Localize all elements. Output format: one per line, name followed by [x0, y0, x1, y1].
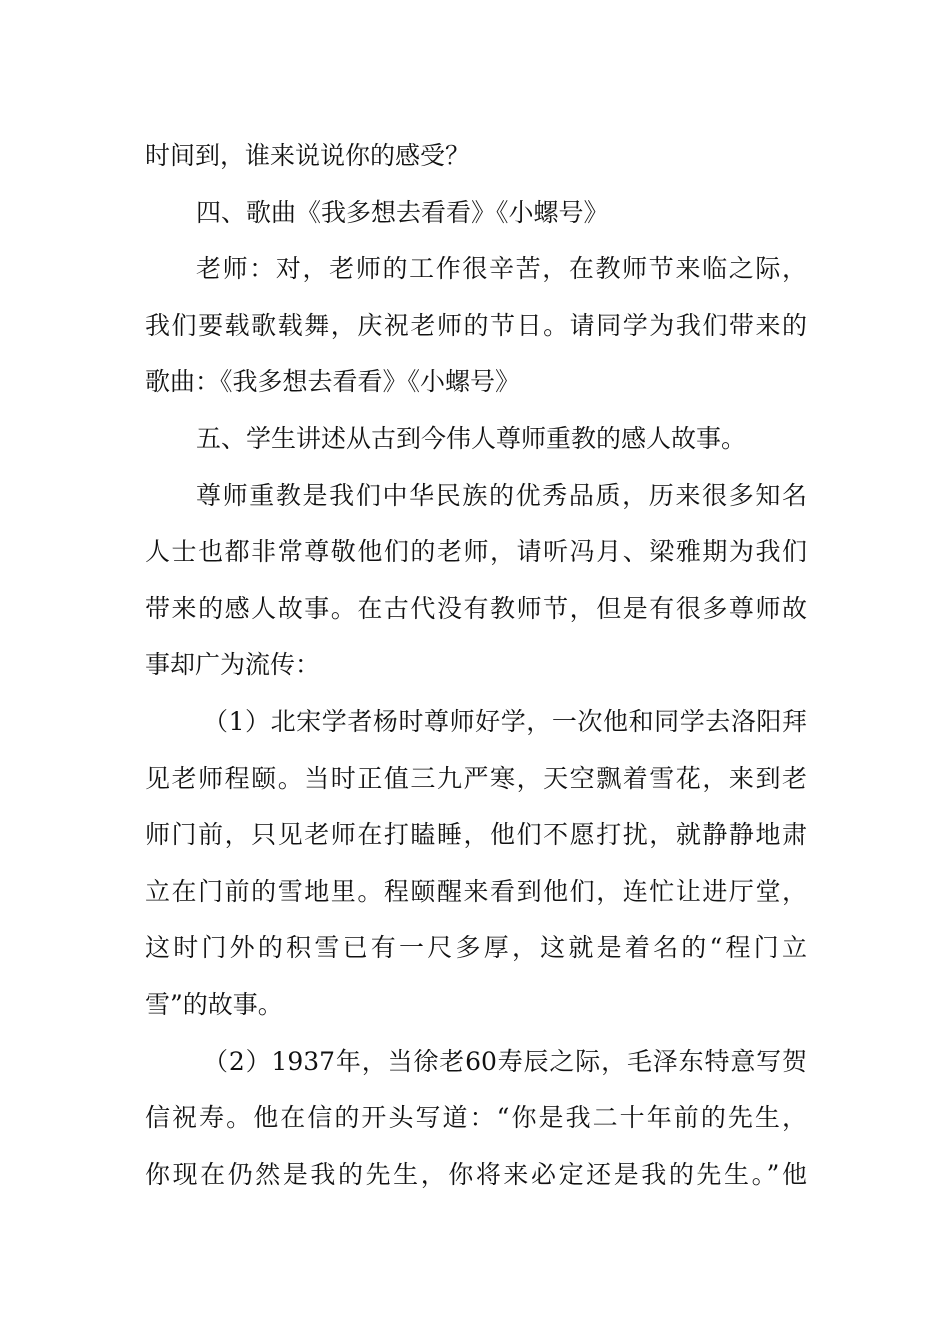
text-line: 尊师重教是我们中华民族的优秀品质，历来很多知名 — [196, 480, 807, 510]
text-line: 雪”的故事。 — [145, 989, 283, 1019]
section-heading-stories: 五、学生讲述从古到今伟人尊师重教的感人故事。 — [196, 423, 747, 453]
text-line: 事却广为流传： — [145, 650, 321, 680]
text-line: 师门前，只见老师在打瞌睡，他们不愿打扰，就静静地肃 — [145, 820, 807, 850]
section-heading-songs: 四、歌曲《我多想去看看》《小螺号》 — [196, 197, 609, 227]
document-body — [145, 128, 807, 1203]
text-line: 信祝寿。他在信的开头写道：“你是我二十年前的先生， — [145, 1103, 807, 1133]
text-line: 带来的感人故事。在古代没有教师节，但是有很多尊师故 — [145, 593, 807, 623]
text-line: 见老师程颐。当时正值三九严寒，天空飘着雪花，来到老 — [145, 763, 807, 793]
story-one-start: （1）北宋学者杨时尊师好学，一次他和同学去洛阳拜 — [203, 706, 807, 736]
text-line: 我们要载歌载舞，庆祝老师的节日。请同学为我们带来的 — [145, 310, 807, 340]
text-line: 人士也都非常尊敬他们的老师，请听冯月、梁雅期为我们 — [145, 537, 807, 567]
text-line: 这时门外的积雪已有一尺多厚，这就是着名的“程门立 — [145, 933, 807, 963]
text-line: 老师：对，老师的工作很辛苦，在教师节来临之际， — [196, 254, 807, 284]
story-two-start: （2）1937年，当徐老60寿辰之际，毛泽东特意写贺 — [203, 1046, 807, 1076]
text-line: 你现在仍然是我的先生，你将来必定还是我的先生。”他 — [145, 1159, 807, 1189]
text-line: 立在门前的雪地里。程颐醒来看到他们，连忙让进厅堂， — [145, 876, 807, 906]
text-line: 时间到，谁来说说你的感受？ — [145, 141, 471, 170]
text-line: 歌曲：《我多想去看看》《小螺号》 — [145, 367, 521, 397]
